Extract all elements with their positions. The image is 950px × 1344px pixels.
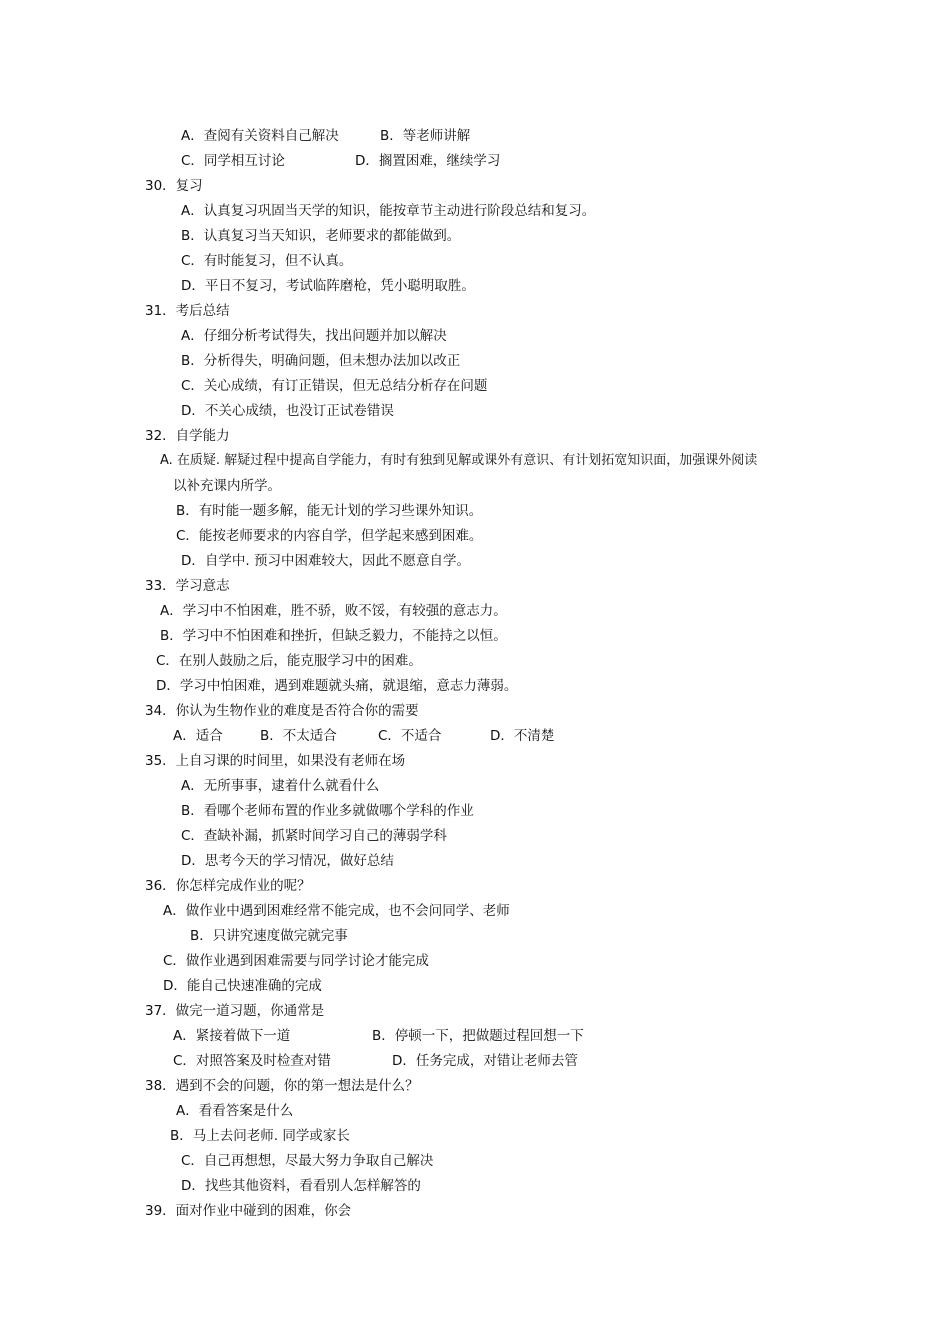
- option-d: D．找些其他资料，看看别人怎样解答的: [181, 1178, 421, 1194]
- option-a: A. 在质疑. 解疑过程中提高自学能力，有时有独到见解或课外有意识、有计划拓宽知识面，加强课外阅读: [160, 453, 758, 468]
- option-d: D．搁置困难，继续学习: [355, 153, 501, 169]
- option-b: B．学习中不怕困难和挫折，但缺乏毅力，不能持之以恒。: [160, 628, 507, 644]
- option-b: B．只讲究速度做完就完事: [190, 928, 348, 944]
- question-39: 39．面对作业中碰到的困难，你会: [145, 1203, 352, 1219]
- option-c: C．不适合: [378, 728, 442, 744]
- option-d: D．不关心成绩，也没订正试卷错误: [181, 403, 394, 419]
- question-37: 37．做完一道习题，你通常是: [145, 1003, 325, 1019]
- option-c: C．在别人鼓励之后，能克服学习中的困难。: [156, 653, 422, 669]
- option-b: B．分析得失，明确问题，但未想办法加以改正: [181, 353, 461, 369]
- option-a: A．仔细分析考试得失，找出问题并加以解决: [181, 328, 447, 344]
- question-32: 32．自学能力: [145, 428, 230, 444]
- option-a: A．无所事事，逮着什么就看什么: [181, 778, 380, 794]
- option-c: C．做作业遇到困难需要与同学讨论才能完成: [163, 953, 429, 969]
- option-c: C．同学相互讨论: [181, 153, 285, 169]
- option-b: B．马上去问老师. 同学或家长: [170, 1128, 350, 1144]
- option-d: D．平日不复习，考试临阵磨枪，凭小聪明取胜。: [181, 278, 475, 294]
- option-c: C．对照答案及时检查对错: [173, 1053, 331, 1069]
- option-c: C．关心成绩，有订正错误，但无总结分析存在问题: [181, 378, 488, 394]
- question-36: 36．你怎样完成作业的呢？: [145, 878, 311, 894]
- option-a-continued: 以补充课内所学。: [173, 478, 281, 494]
- option-b: B．有时能一题多解，能无计划的学习些课外知识。: [176, 503, 483, 519]
- option-a: A．适合: [173, 728, 223, 744]
- option-a: A．看看答案是什么: [176, 1103, 294, 1119]
- option-d: D．任务完成，对错让老师去管: [392, 1053, 578, 1069]
- option-d: D．不清楚: [490, 728, 555, 744]
- option-a: A．紧接着做下一道: [173, 1028, 291, 1044]
- option-a: A．做作业中遇到困难经常不能完成，也不会问同学、老师: [163, 903, 510, 919]
- question-31: 31．考后总结: [145, 303, 230, 319]
- question-33: 33．学习意志: [145, 578, 230, 594]
- question-34: 34．你认为生物作业的难度是否符合你的需要: [145, 703, 419, 719]
- option-a: A．认真复习巩固当天学的知识，能按章节主动进行阶段总结和复习。: [181, 203, 596, 219]
- option-c: C．能按老师要求的内容自学，但学起来感到困难。: [176, 528, 483, 544]
- option-c: C．有时能复习，但不认真。: [181, 253, 353, 269]
- question-35: 35．上自习课的时间里，如果没有老师在场: [145, 753, 406, 769]
- option-c: C．自己再想想，尽最大努力争取自己解决: [181, 1153, 434, 1169]
- option-b: B．停顿一下，把做题过程回想一下: [372, 1028, 584, 1044]
- option-b: B．看哪个老师布置的作业多就做哪个学科的作业: [181, 803, 474, 819]
- option-d: D．能自己快速准确的完成: [163, 978, 322, 994]
- option-a: A．查阅有关资料自己解决: [181, 128, 339, 144]
- option-d: D．学习中怕困难，遇到难题就头痛，就退缩，意志力薄弱。: [156, 678, 518, 694]
- option-d: D．自学中. 预习中困难较大，因此不愿意自学。: [181, 553, 470, 569]
- question-30: 30．复习: [145, 178, 203, 194]
- option-b: B．等老师讲解: [380, 128, 471, 144]
- option-d: D．思考今天的学习情况，做好总结: [181, 853, 394, 869]
- option-a: A．学习中不怕困难，胜不骄，败不馁，有较强的意志力。: [160, 603, 507, 619]
- option-c: C．查缺补漏，抓紧时间学习自己的薄弱学科: [181, 828, 447, 844]
- option-b: B．认真复习当天知识，老师要求的都能做到。: [181, 228, 461, 244]
- question-38: 38．遇到不会的问题，你的第一想法是什么？: [145, 1078, 419, 1094]
- option-b: B．不太适合: [260, 728, 337, 744]
